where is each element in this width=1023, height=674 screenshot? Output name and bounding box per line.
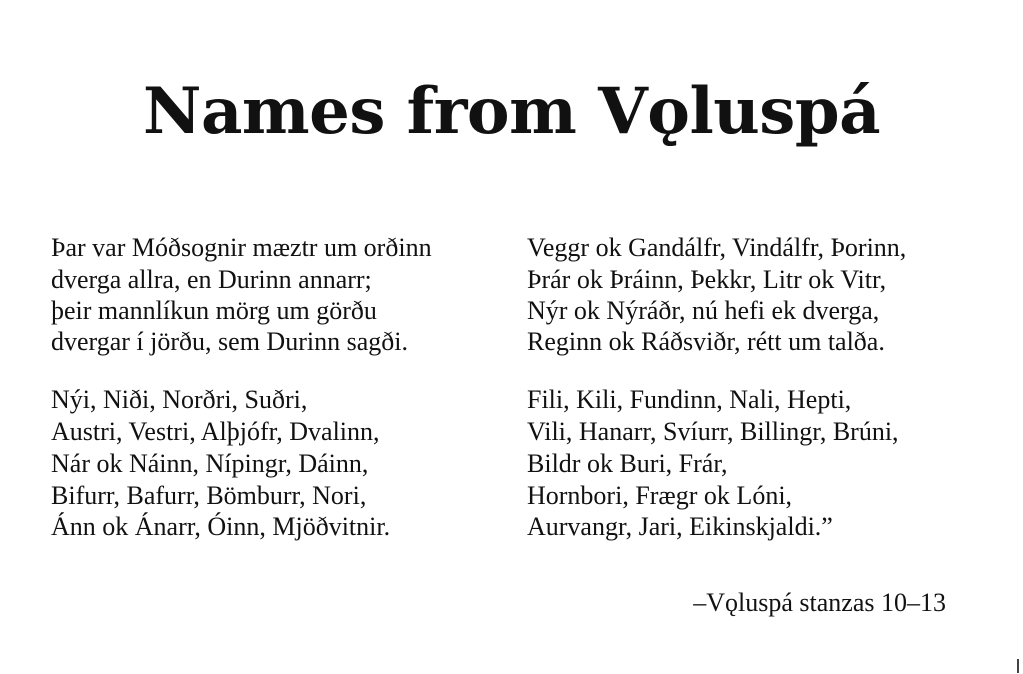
page-title: Names from Vǫluspá [142, 74, 881, 149]
verse-line: Nýi, Niði, Norðri, Suðri, [51, 385, 308, 414]
verse-line: Hornbori, Frægr ok Lóni, [527, 481, 793, 510]
verse-line: Vili, Hanarr, Svíurr, Billingr, Brúni, [527, 417, 899, 446]
verse-line: þeir mannlíkun mörg um görðu [51, 296, 377, 325]
verse-line: Veggr ok Gandálfr, Vindálfr, Þorinn, [527, 233, 907, 262]
verse-line: Nár ok Náinn, Nípingr, Dáinn, [51, 449, 369, 478]
verse-line: Þrár ok Þráinn, Þekkr, Litr ok Vitr, [527, 265, 887, 294]
poem-left-column [51, 231, 511, 542]
poem-right-column [527, 231, 987, 542]
verse-line: Þar var Móðsognir mæztr um orðinn [51, 233, 432, 262]
stanza-12 [527, 231, 987, 357]
stanza-13 [527, 383, 987, 542]
verse-line: Reginn ok Ráðsviðr, rétt um talða. [527, 327, 885, 356]
verse-line: dvergar í jörðu, sem Durinn sagði. [51, 327, 408, 356]
verse-line: dverga allra, en Durinn annarr; [51, 265, 372, 294]
verse-line: Bildr ok Buri, Frár, [527, 449, 728, 478]
stanza-10 [51, 231, 511, 357]
verse-line: Fili, Kili, Fundinn, Nali, Hepti, [527, 385, 852, 414]
stanza-11 [51, 383, 511, 542]
verse-line: Aurvangr, Jari, Eikinskjaldi.” [527, 512, 833, 541]
verse-line: Nýr ok Nýráðr, nú hefi ek dverga, [527, 296, 880, 325]
verse-line: Ánn ok Ánarr, Óinn, Mjöðvitnir. [51, 512, 391, 541]
verse-line: Austri, Vestri, Alþjófr, Dvalinn, [51, 417, 380, 446]
text-cursor [1017, 659, 1019, 673]
poem-attribution: –Vǫluspá stanzas 10–13 [693, 588, 946, 617]
verse-line: Bifurr, Bafurr, Bömburr, Nori, [51, 481, 367, 510]
